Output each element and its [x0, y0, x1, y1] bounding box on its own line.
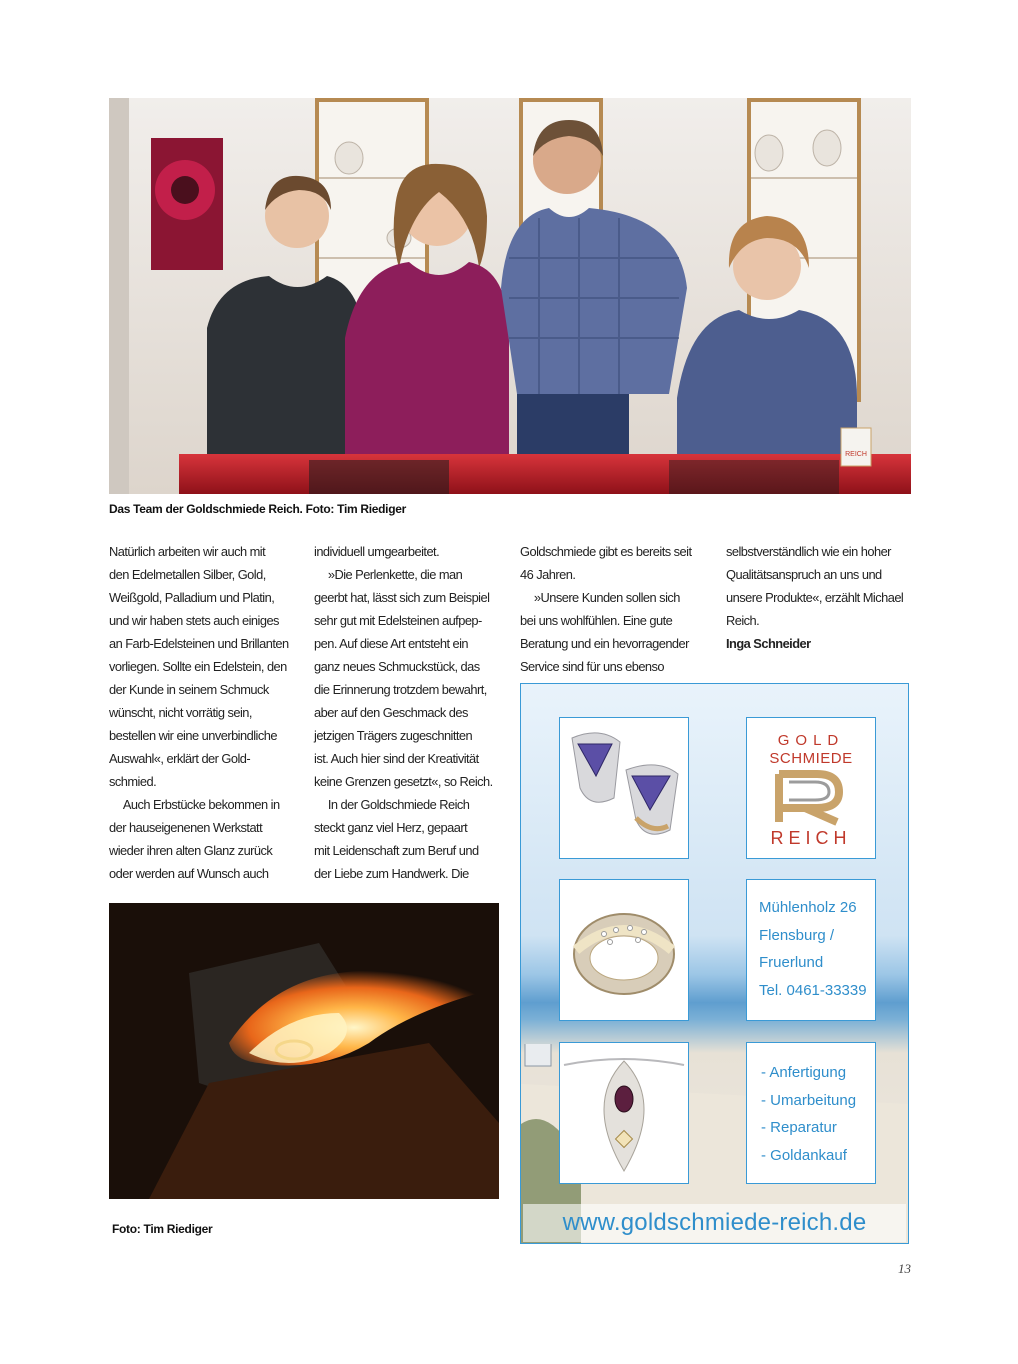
text-line: mit Leidenschaft zum Beruf und — [314, 843, 479, 858]
logo-box — [746, 717, 876, 859]
text-line: sehr gut mit Edelsteinen aufpep- — [314, 613, 482, 628]
text-line: die Erinnerung trotzdem bewahrt, — [314, 682, 487, 697]
text-line: Weißgold, Palladium und Platin, — [109, 590, 275, 605]
text-line: bestellen wir eine unverbindliche — [109, 728, 277, 743]
text-line: Goldschmiede gibt es bereits seit — [520, 544, 692, 559]
text-line: den Edelmetallen Silber, Gold, — [109, 567, 266, 582]
text-line: keine Grenzen gesetzt«, so Reich. — [314, 774, 493, 789]
ring-image — [559, 879, 689, 1021]
service-item: - Anfertigung — [761, 1064, 847, 1081]
text-line: jetzigen Trägers zugeschnitten — [314, 728, 473, 743]
text-line: und wir haben stets auch einiges — [109, 613, 279, 628]
text-line: bei uns wohlfühlen. Eine gute — [520, 613, 673, 628]
text-line: Service sind für uns ebenso — [520, 659, 665, 674]
website-url[interactable]: www.goldschmiede-reich.de — [523, 1204, 906, 1242]
text-line: In der Goldschmiede Reich — [327, 797, 470, 812]
author-name: Inga Schneider — [726, 636, 811, 651]
text-line: »Die Perlenkette, die man — [327, 567, 463, 582]
fire-photo — [109, 903, 499, 1199]
text-line: Qualitätsanspruch an uns und — [726, 567, 882, 582]
text-line: der hauseigenenen Werkstatt — [109, 820, 263, 835]
address-street: Mühlenholz 26 — [759, 899, 857, 916]
text-line: Beratung und ein hevorragender — [520, 636, 689, 651]
text-line: Reich. — [726, 613, 760, 628]
text-line: an Farb-Edelsteinen und Brillanten — [109, 636, 289, 651]
address-phone: Tel. 0461-33339 — [759, 981, 867, 999]
text-column-3 — [520, 540, 708, 678]
text-column-1 — [109, 540, 297, 885]
text-line: selbstverständlich wie ein hoher — [726, 544, 891, 559]
text-column-4 — [726, 540, 914, 655]
page-number: 13 — [898, 1261, 911, 1276]
fire-photo-caption: Foto: Tim Riediger — [112, 1222, 213, 1236]
text-line: ganz neues Schmuckstück, das — [314, 659, 480, 674]
text-line: der Liebe zum Handwerk. Die — [314, 866, 469, 881]
text-line: »Unsere Kunden sollen sich — [533, 590, 680, 605]
advertisement — [520, 683, 909, 1244]
text-column-2 — [314, 540, 502, 885]
text-line: vorliegen. Sollte ein Edelstein, den — [109, 659, 287, 674]
service-item: - Reparatur — [761, 1119, 837, 1136]
service-item: - Umarbeitung — [761, 1091, 857, 1109]
services-box — [746, 1042, 876, 1184]
earrings-icon — [560, 718, 688, 858]
text-line: Auswahl«, erklärt der Gold- — [109, 751, 251, 766]
logo-line-2: SCHMIEDE — [769, 750, 853, 767]
logo-name: REICH — [770, 828, 852, 848]
address-city: Flensburg / — [759, 926, 835, 944]
team-photo-illustration — [109, 98, 911, 494]
text-line: aber auf den Geschmack des — [314, 705, 468, 720]
text-line: pen. Auf diese Art entsteht ein — [314, 636, 469, 651]
text-line: wieder ihren alten Glanz zurück — [109, 843, 273, 858]
text-line: Auch Erbstücke bekommen in — [122, 797, 280, 812]
earrings-image — [559, 717, 689, 859]
text-line: schmied. — [109, 774, 157, 789]
text-line: der Kunde in seinem Schmuck — [109, 682, 269, 697]
text-line: Natürlich arbeiten wir auch mit — [109, 544, 266, 559]
ring-icon — [560, 880, 688, 1020]
text-line: ist. Auch hier sind der Kreativität — [314, 751, 479, 766]
counter-sign-text: REICH — [845, 451, 867, 458]
text-line: geerbt hat, lässt sich zum Beispiel — [314, 590, 490, 605]
address-district: Fruerlund — [759, 954, 824, 971]
pendant-image — [559, 1042, 689, 1184]
text-line: 46 Jahren. — [520, 567, 576, 582]
pendant-icon — [560, 1043, 688, 1183]
photo-caption: Das Team der Goldschmiede Reich. Foto: Tim Riediger — [109, 502, 406, 516]
logo-r-icon — [775, 770, 845, 826]
logo-line-1: GOLD — [777, 732, 845, 749]
text-line: individuell umgearbeitet. — [314, 544, 440, 559]
text-line: steckt ganz viel Herz, gepaart — [314, 820, 468, 835]
text-line: wünscht, nicht vorrätig sein, — [109, 705, 252, 720]
address-box — [746, 879, 876, 1021]
fire-photo-illustration — [109, 903, 499, 1199]
text-line: oder werden auf Wunsch auch — [109, 866, 269, 881]
service-item: - Goldankauf — [761, 1146, 847, 1164]
team-photo — [109, 98, 911, 494]
text-line: unsere Produkte«, erzählt Michael — [726, 590, 904, 605]
